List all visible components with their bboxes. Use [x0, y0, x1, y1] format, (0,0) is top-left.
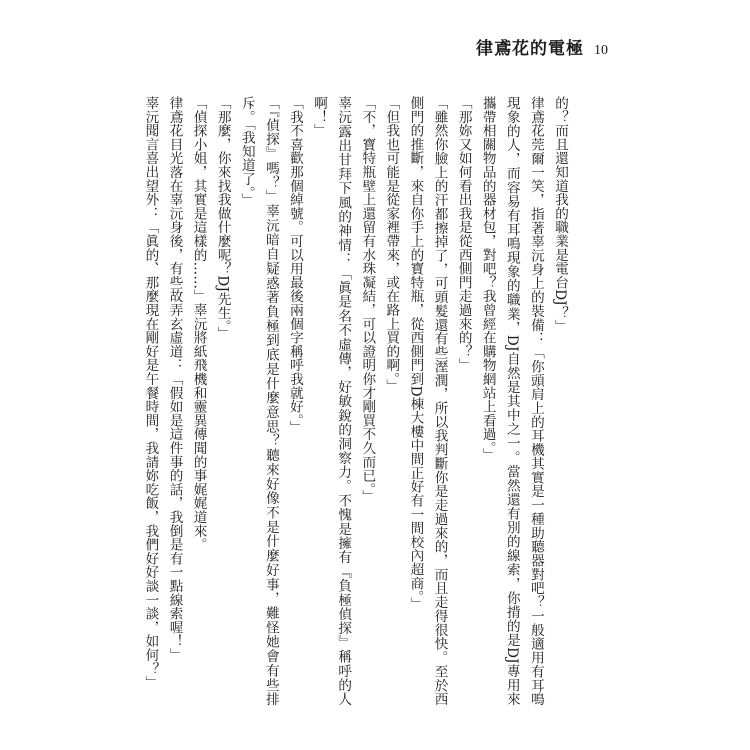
paragraph: 的？而且還知道我的職業是電台DJ？」 [552, 96, 568, 334]
paragraph: 「我不喜歡那個綽號。可以用最後兩個字稱呼我就好。」 [286, 96, 303, 435]
paragraph: 「偵探小姐，其實是這樣的……」辜沅將紙飛機和靈異傳聞的事娓娓道來。 [190, 96, 207, 552]
paragraph: 辜沅聞言喜出望外：「眞的、那麼現在剛好是午餐時間，我請妳吃飯，我們好好談一談，如何？」 [142, 96, 159, 690]
paragraph: 「『偵探』嗎？」辜沅暗自疑惑著負極到底是什麼意思？聽來好像不是什麼好事，難怪她會有些排斥。「我知道了。」 [238, 96, 279, 706]
paragraph: 律鳶花莞爾一笑，指著辜沅身上的裝備：「你頭肩上的耳機其實是一種助聽器對吧？一般適用有耳鳴現象的人，而容易有耳鳴現象的職業，DJ自然是其中之一。當然還有別的線索，你揹的是DJ專用來攜帶相關物品的器材包，對吧？我曾經在購物網站上看過。」 [479, 96, 544, 706]
paragraph: 「那妳又如何看出我是從西側門走過來的？」 [455, 96, 472, 372]
paragraph: 辜沅露出甘拜下風的神情：「眞是名不虛傳，好敏銳的洞察力。不愧是擁有『負極偵探』稱呼的人啊！」 [311, 96, 352, 706]
paragraph: 「雖然你臉上的汗都擦掉了，可頭髮還有些溼潤，所以我判斷你是走過來的，而且走得很快。至於西側門的推斷，來自你手上的寶特瓶，從西側門到D棟大樓中間正好有一間校內超商。」 [407, 96, 448, 706]
paragraph: 「但我也可能是從家裡帶來，或在路上買的啊。」 [383, 96, 400, 393]
body-text [142, 96, 572, 706]
running-head [476, 34, 608, 59]
running-head-title: 律鳶花的電極 [476, 39, 584, 59]
page-number: 10 [594, 43, 608, 58]
paragraph: 律鳶花目光落在辜沅身後，有些故弄玄虛道：「假如是這件事的話，我倒是有一點線索喔！」 [166, 96, 183, 662]
paragraph: 「不，寶特瓶壁上還留有水珠凝結，可以證明你才剛買不久而已。」 [359, 96, 376, 504]
paragraph: 「那麼，你來找我做什麼呢？DJ先生。」 [214, 96, 231, 341]
